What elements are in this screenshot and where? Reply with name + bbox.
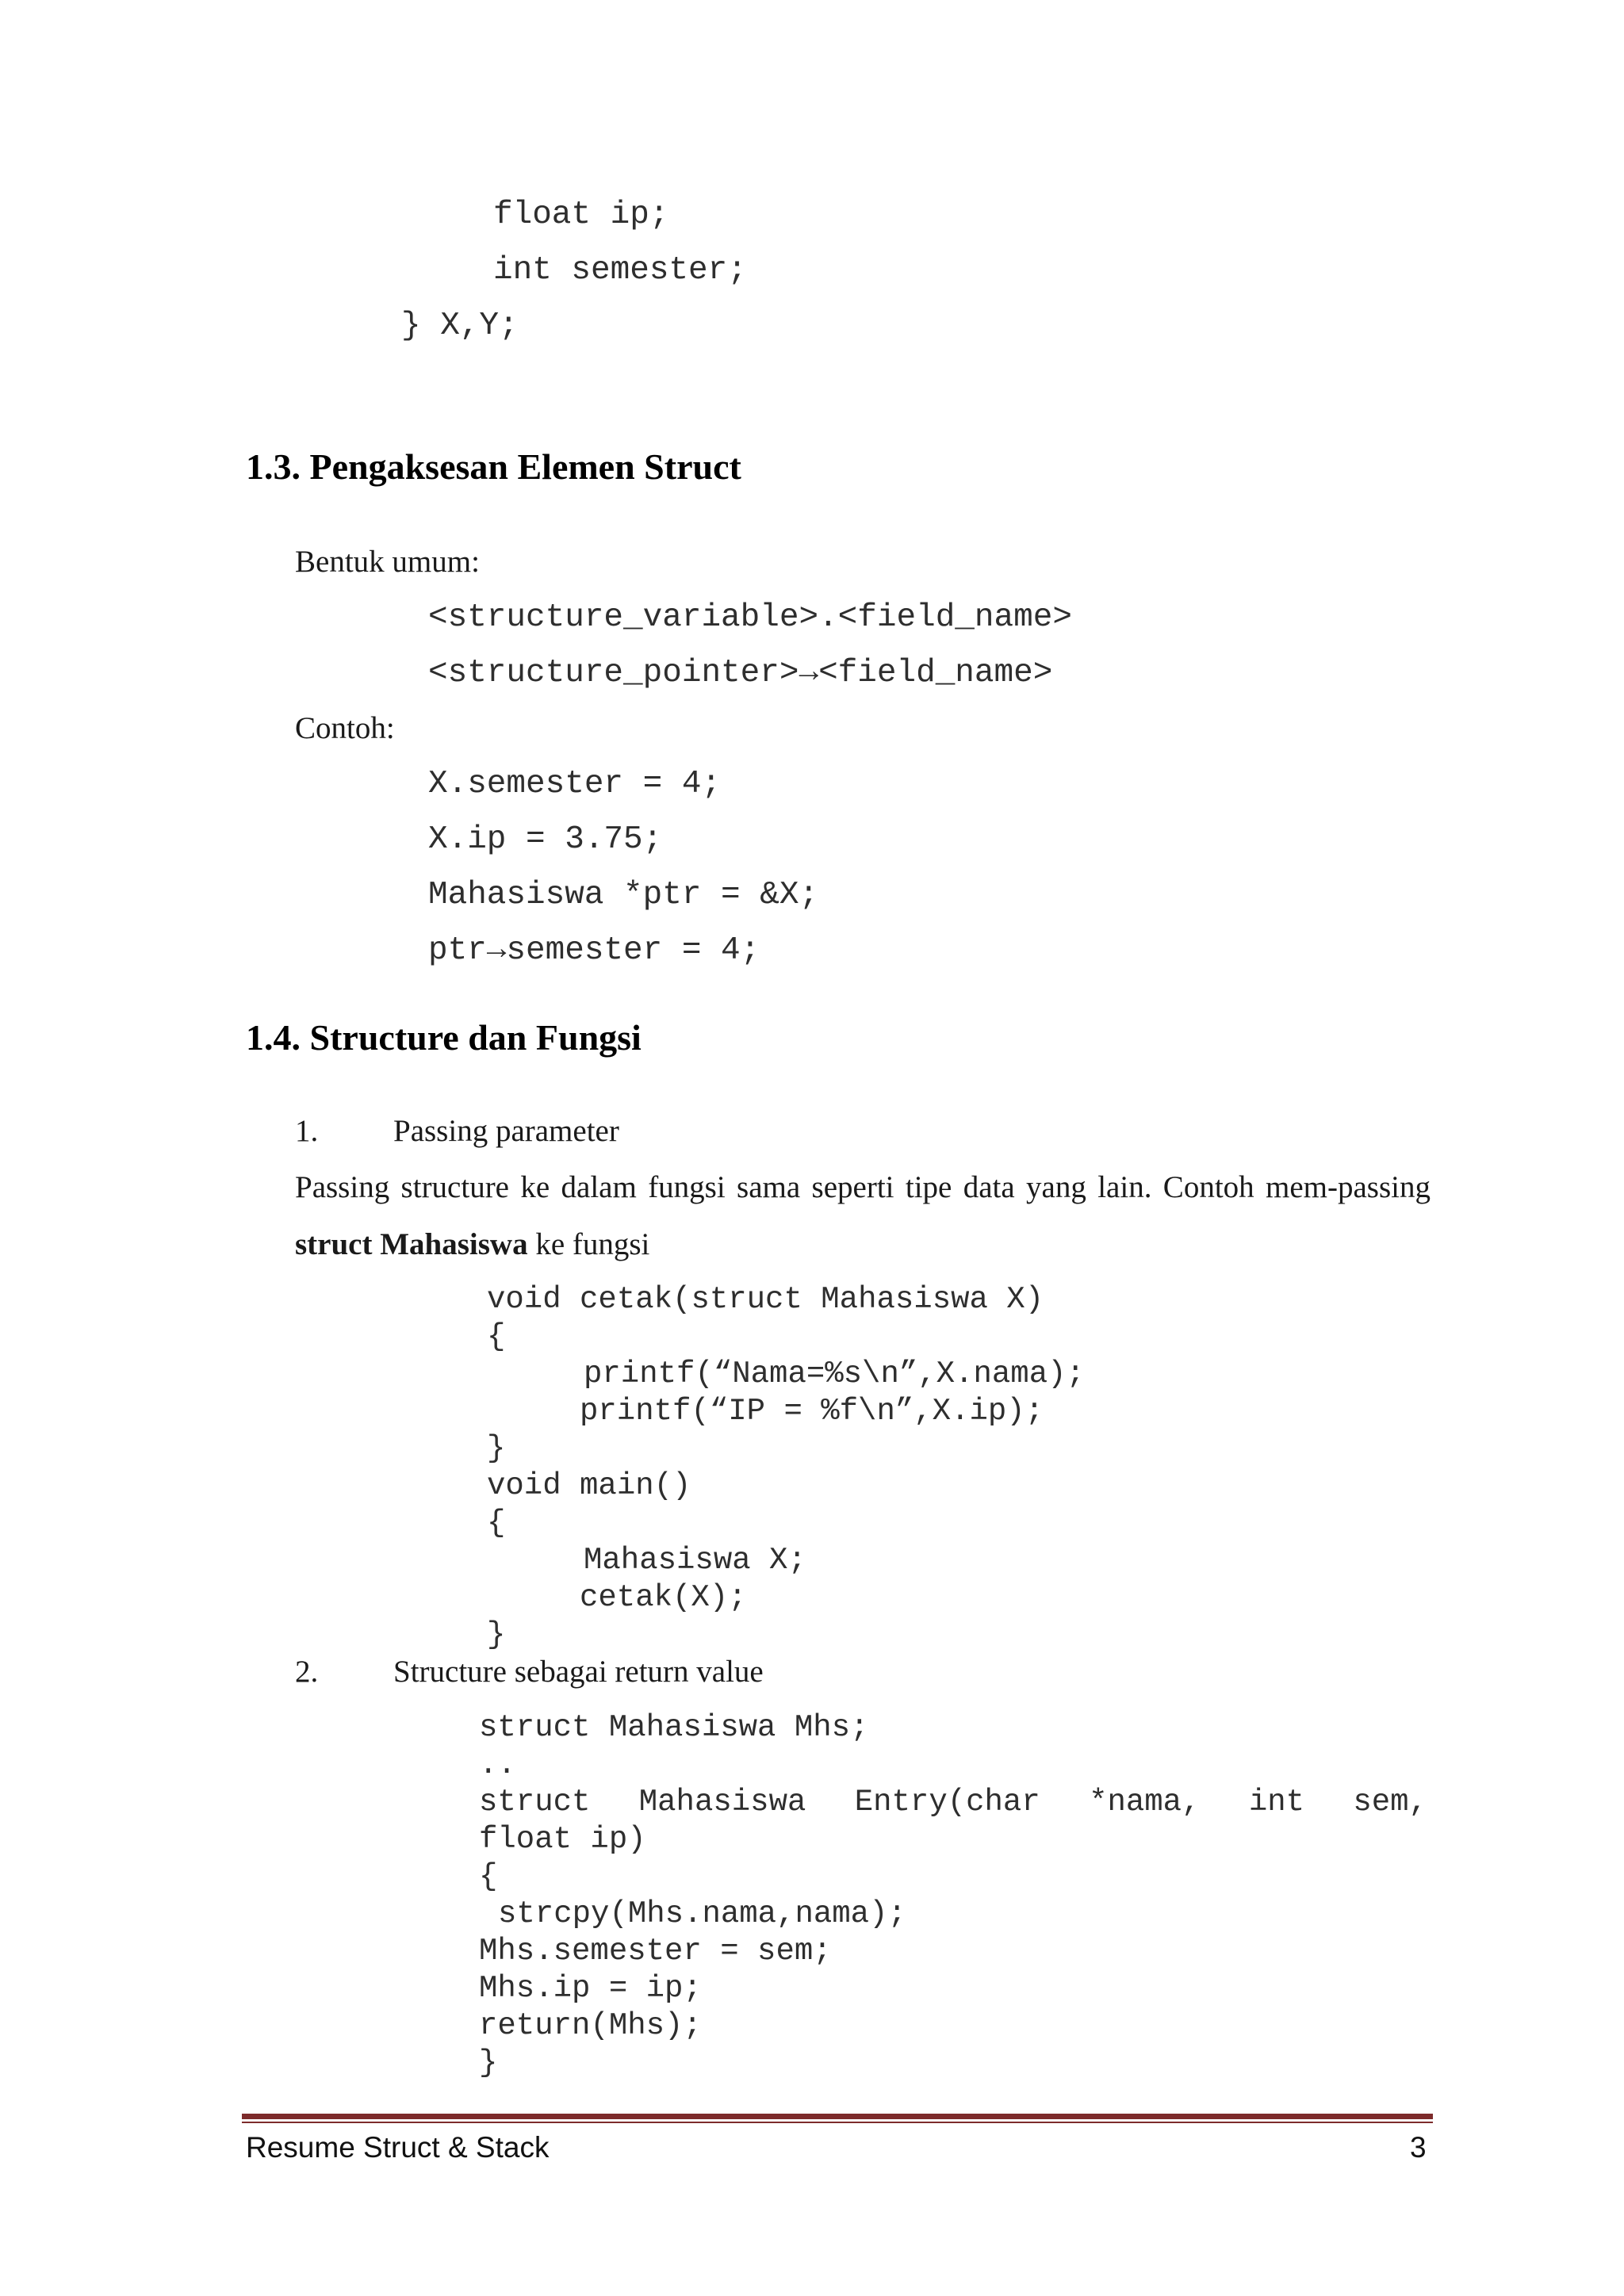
contoh-label: Contoh: [295, 711, 395, 745]
code1-line: Mahasiswa X; [584, 1543, 806, 1578]
paragraph-text: Passing structure ke dalam fungsi sama seperti tipe data yang lain. Contoh mem-passing [295, 1170, 1431, 1204]
code-line-int-semester: int semester; [493, 252, 747, 289]
code2-line: float ip) [479, 1822, 646, 1857]
code1-line: printf(“IP = %f\n”,X.ip); [580, 1394, 1044, 1429]
list-number-2: 2. [295, 1655, 319, 1689]
section-heading-1-4: 1.4. Structure dan Fungsi [246, 1017, 642, 1058]
code2-line: struct Mahasiswa Mhs; [479, 1710, 869, 1745]
list-item-passing-parameter: Passing parameter [393, 1114, 619, 1148]
footer-title: Resume Struct & Stack [246, 2131, 550, 2164]
example-line: X.ip = 3.75; [428, 821, 663, 858]
code2-line: return(Mhs); [479, 2008, 702, 2043]
code-line-float-ip: float ip; [493, 197, 669, 233]
code1-line: { [487, 1506, 506, 1540]
code2-line: strcpy(Mhs.nama,nama); [498, 1896, 906, 1931]
section-heading-1-3: 1.3. Pengaksesan Elemen Struct [246, 446, 741, 487]
syntax-structure-variable: <structure_variable>.<field_name> [428, 599, 1072, 636]
code2-line-entry-signature: struct Mahasiswa Entry(char *nama, int sem, [479, 1785, 1427, 1820]
code1-line: printf(“Nama=%s\n”,X.nama); [584, 1357, 1085, 1391]
code1-line: } [487, 1431, 506, 1466]
code1-line: void main() [487, 1468, 691, 1503]
list-item-return-value: Structure sebagai return value [393, 1655, 764, 1689]
list-number-1: 1. [295, 1114, 319, 1148]
paragraph-bold-text: struct Mahasiswa [295, 1227, 528, 1261]
code1-line: { [487, 1319, 506, 1354]
code2-line: { [479, 1859, 498, 1894]
example-line: X.semester = 4; [428, 766, 722, 802]
paragraph-text: ke fungsi [527, 1227, 650, 1261]
code-line-closing-brace: } X,Y; [401, 308, 519, 344]
example-line: Mahasiswa *ptr = &X; [428, 877, 819, 913]
code1-line: cetak(X); [580, 1580, 747, 1615]
footer-divider-thin [242, 2122, 1433, 2123]
page-number: 3 [1410, 2131, 1427, 2164]
code2-line: } [479, 2045, 498, 2080]
bentuk-umum-label: Bentuk umum: [295, 545, 480, 579]
code1-line: void cetak(struct Mahasiswa X) [487, 1282, 1044, 1317]
example-line: ptr→semester = 4; [428, 932, 760, 969]
code1-line: } [487, 1617, 506, 1652]
paragraph-passing-structure [295, 1159, 1431, 1273]
code2-line: Mhs.semester = sem; [479, 1934, 832, 1969]
code2-line: Mhs.ip = ip; [479, 1971, 702, 2006]
syntax-structure-pointer: <structure_pointer>→<field_name> [428, 655, 1053, 691]
code2-line: .. [479, 1747, 516, 1782]
footer-divider [242, 2114, 1433, 2119]
